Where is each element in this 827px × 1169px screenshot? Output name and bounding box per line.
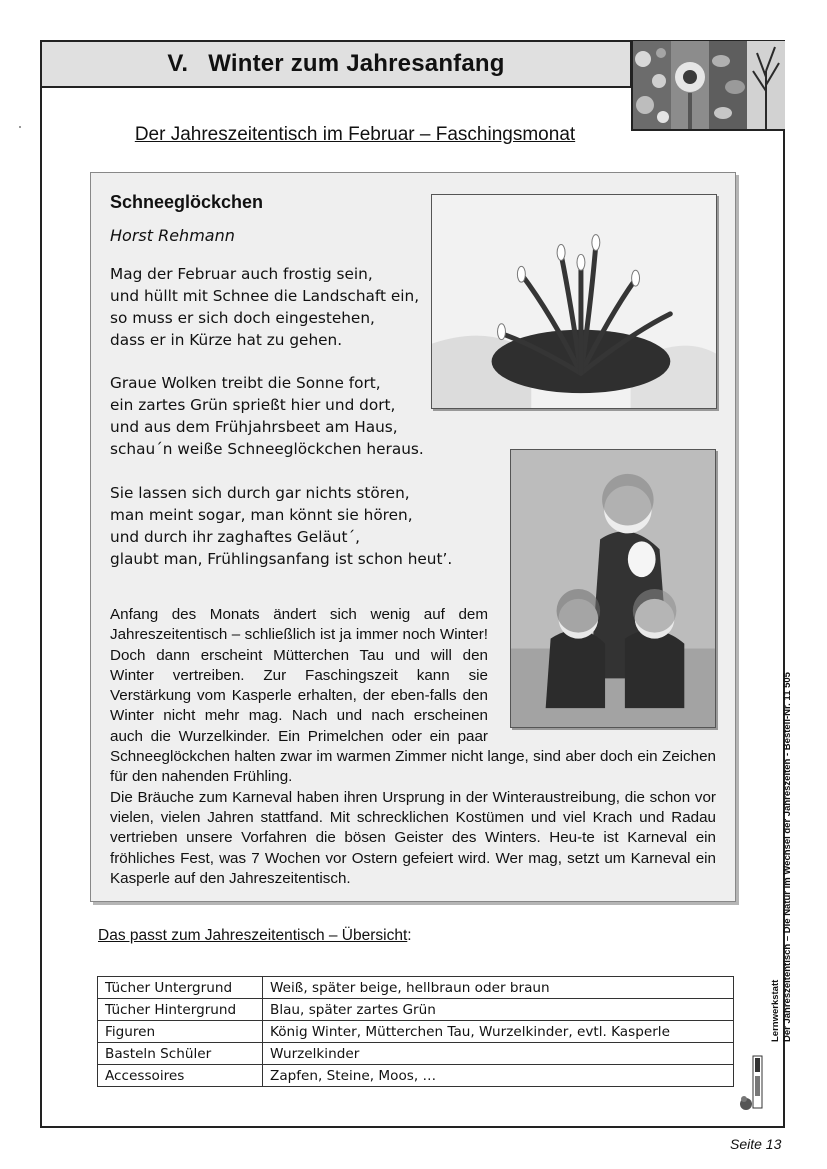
poem-line: schau´n weiße Schneeglöckchen heraus. — [110, 440, 424, 458]
table-row — [98, 977, 734, 999]
chapter-header — [40, 40, 632, 88]
sidebar-order-info: Der Jahreszeitentisch – Die Natur im Wechsel der Jahreszeiten - Bestell-Nr. 11 505 — [782, 672, 793, 1042]
sidebar-publisher: Lernwerkstatt — [770, 979, 781, 1042]
sunflower-image — [671, 41, 709, 129]
table-cell-value: Zapfen, Steine, Moos, … — [263, 1065, 734, 1087]
felt-dolls-photo — [510, 449, 716, 728]
kohl-verlag-logo — [740, 1048, 764, 1118]
sidebar-publication-info — [770, 672, 794, 1042]
overview-label: Das passt zum Jahreszeitentisch – Übersicht — [98, 927, 408, 944]
table-row — [98, 1065, 734, 1087]
poem-stanza — [110, 263, 440, 351]
table-row — [98, 1043, 734, 1065]
poem-title: Schneeglöckchen — [110, 192, 264, 212]
poem-author: Horst Rehmann — [110, 226, 235, 245]
table-cell-value: Weiß, später beige, hellbraun oder braun — [263, 977, 734, 999]
poem-line: glaubt man, Frühlingsanfang ist schon heut’. — [110, 550, 453, 568]
poem-line: Graue Wolken treibt die Sonne fort, — [110, 374, 381, 392]
poem-line: Sie lassen sich durch gar nichts stören, — [110, 484, 410, 502]
poem-line: und aus dem Frühjahrsbeet am Haus, — [110, 418, 398, 436]
prose-paragraph: Anfang des Monats ändert sich wenig auf dem Jahreszeitentisch – schließlich ist ja immer noch Winter! Doch dann erscheint Mütterchen Tau und will den Winter vertreiben. Zur Faschingszeit kann sie Verstärkung vom Kasperle erhalten, der eben-falls den Winter nicht mehr mag. Nach und nach erscheinen auch die Wurzelkinder. Ein Primelchen oder ein paar Schneeglöckchen halten zwar im warmen Zimmer nicht lange, sind aber doch ein Zeichen für den nahenden Frühling. — [110, 606, 716, 786]
autumn-leaves-image — [709, 41, 747, 129]
section-subtitle: Der Jahreszeitentisch im Februar – Faschingsmonat — [134, 124, 576, 145]
chapter-number: V. — [167, 50, 189, 77]
poem-line: man meint sogar, man könnt sie hören, — [110, 506, 413, 524]
table-cell-value: Wurzelkinder — [263, 1043, 734, 1065]
poem-line: ein zartes Grün sprießt hier und dort, — [110, 396, 396, 414]
poem-stanza — [110, 372, 440, 460]
chapter-title — [167, 50, 504, 78]
spring-flowers-image — [633, 41, 671, 129]
table-row — [98, 999, 734, 1021]
table-cell-key: Figuren — [98, 1021, 263, 1043]
prose-paragraph: Die Bräuche zum Karneval haben ihren Ursprung in der Winteraustreibung, die schon vor vielen, vielen Jahren stattfand. Mit schrecklichen Kostümen und viel Krach und Radau vertrieben unsere Vorfahren die bösen Geister des Winters. Heu-te ist Karneval ein fröhliches Fest, was 7 Wochen vor Ostern gefeiert wird. Wer mag, setzt um Karneval ein Kasperle auf den Jahreszeitentisch. — [110, 788, 716, 887]
poem-line: so muss er sich doch eingestehen, — [110, 309, 375, 327]
overview-table — [97, 976, 734, 1087]
table-cell-key: Tücher Hintergrund — [98, 999, 263, 1021]
table-cell-value: Blau, später zartes Grün — [263, 999, 734, 1021]
table-cell-key: Tücher Untergrund — [98, 977, 263, 999]
table-cell-key: Basteln Schüler — [98, 1043, 263, 1065]
table-cell-value: König Winter, Mütterchen Tau, Wurzelkinder, evtl. Kasperle — [263, 1021, 734, 1043]
overview-heading — [98, 927, 412, 945]
seasons-photo-strip — [631, 41, 785, 131]
poem-line: dass er in Kürze hat zu gehen. — [110, 331, 343, 349]
chapter-title-text: Winter zum Jahresanfang — [208, 50, 505, 77]
page-number: Seite 13 — [730, 1136, 782, 1152]
poem-stanza — [110, 482, 453, 570]
poem-line: und hüllt mit Schnee die Landschaft ein, — [110, 287, 420, 305]
overview-colon: : — [407, 927, 412, 944]
scan-speck — [19, 126, 21, 128]
table-row — [98, 1021, 734, 1043]
table-cell-key: Accessoires — [98, 1065, 263, 1087]
poem-line: und durch ihr zaghaftes Geläut´, — [110, 528, 361, 546]
poem-line: Mag der Februar auch frostig sein, — [110, 265, 373, 283]
snowdrops-photo — [431, 194, 717, 409]
winter-tree-image — [747, 41, 785, 129]
